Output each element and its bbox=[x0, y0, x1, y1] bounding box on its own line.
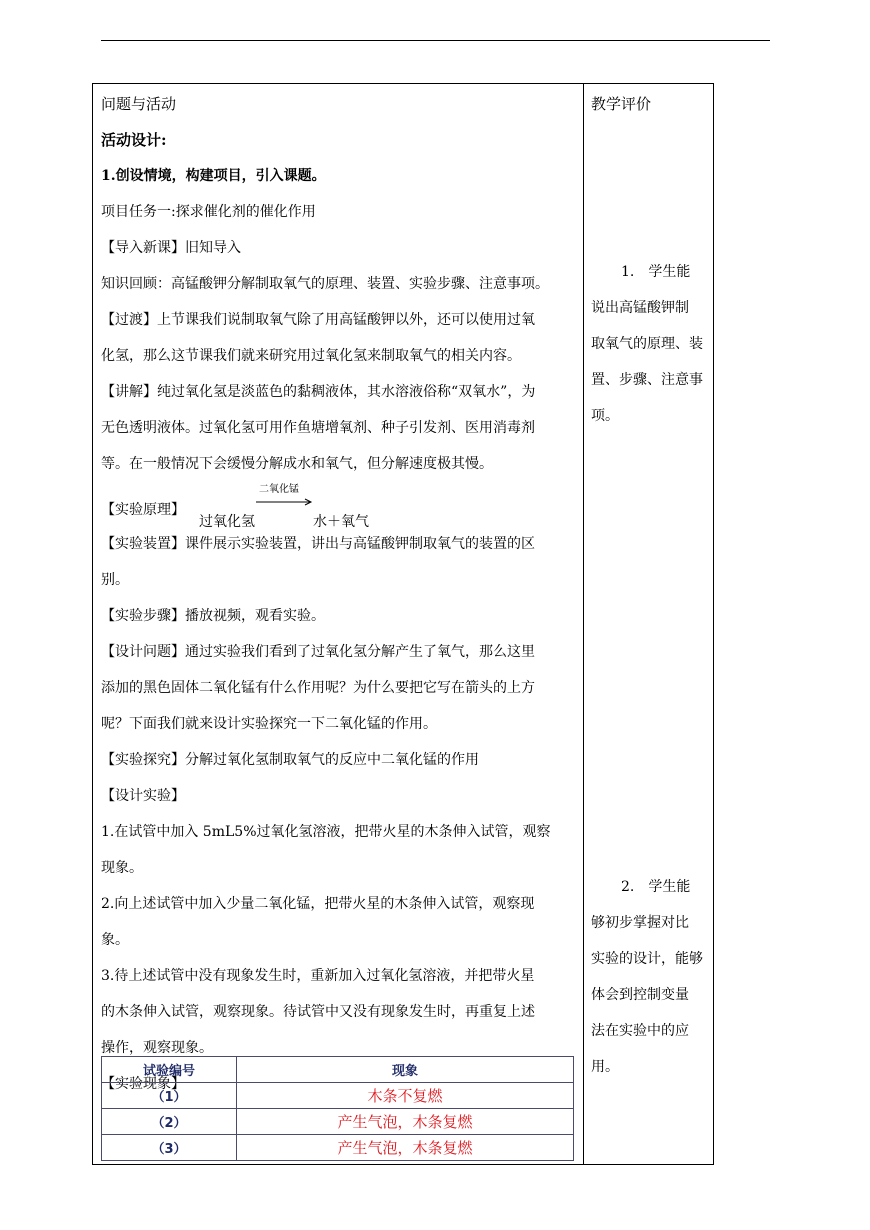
activity-heading: 问题与活动 bbox=[101, 95, 177, 113]
text-line: 项目任务一:探求催化剂的催化作用 bbox=[101, 204, 316, 220]
trial-observation: 产生气泡，木条复燃 bbox=[237, 1135, 574, 1161]
results-header-obs: 现象 bbox=[237, 1057, 574, 1083]
eval-line: 取氧气的原理、装 bbox=[591, 336, 703, 352]
eval-line: 置、步骤、注意事 bbox=[591, 372, 703, 388]
eval-line: 项。 bbox=[591, 408, 619, 424]
text-line: 【实验探究】分解过氧化氢制取氧气的反应中二氧化锰的作用 bbox=[101, 752, 479, 768]
equation-reactant: 过氧化氢 bbox=[199, 514, 255, 530]
text-line: 1.在试管中加入 5mL5%过氧化氢溶液，把带火星的木条伸入试管，观察 bbox=[101, 824, 551, 840]
text-line: 【设计实验】 bbox=[101, 788, 185, 804]
reaction-arrow-icon bbox=[254, 494, 316, 510]
text-line: 【实验装置】课件展示实验装置，讲出与高锰酸钾制取氧气的装置的区 bbox=[101, 536, 535, 552]
principle-row bbox=[101, 482, 576, 530]
results-header-id: 试验编号 bbox=[102, 1057, 237, 1083]
text-line: 【导入新课】旧知导入 bbox=[101, 240, 241, 256]
evaluation-1 bbox=[591, 254, 711, 434]
text-line: 的木条伸入试管，观察现象。待试管中又没有现象发生时，再重复上述 bbox=[101, 1004, 535, 1020]
table-row bbox=[102, 1135, 574, 1161]
text-line: 等。在一般情况下会缓慢分解成水和氧气，但分解速度极其慢。 bbox=[101, 456, 493, 472]
text-line: 2.向上述试管中加入少量二氧化锰，把带火星的木条伸入试管，观察现 bbox=[101, 896, 535, 912]
equation-catalyst: 二氧化锰 bbox=[259, 484, 299, 495]
text-line: 1.创设情境，构建项目，引入课题。 bbox=[101, 168, 326, 184]
text-line: 象。 bbox=[101, 932, 129, 948]
text-line: 知识回顾：高锰酸钾分解制取氧气的原理、装置、实验步骤、注意事项。 bbox=[101, 276, 549, 292]
text-line: 【实验现象】 bbox=[101, 1076, 185, 1092]
eval-line: 说出高锰酸钾制 bbox=[591, 300, 689, 316]
header-rule bbox=[101, 40, 770, 41]
text-line: 【过渡】上节课我们说制取氧气除了用高锰酸钾以外，还可以使用过氧 bbox=[101, 312, 535, 328]
table-row bbox=[102, 1109, 574, 1135]
text-line: 操作，观察现象。 bbox=[101, 1040, 213, 1056]
trial-id: （3） bbox=[102, 1135, 237, 1161]
equation-products: 水＋氧气 bbox=[313, 514, 369, 530]
trial-id: （1） bbox=[102, 1083, 237, 1109]
eval-line: 2. 学生能 bbox=[621, 879, 691, 895]
evaluation-heading: 教学评价 bbox=[591, 95, 652, 113]
text-line: 【实验步骤】播放视频，观看实验。 bbox=[101, 608, 325, 624]
text-line: 3.待上述试管中没有现象发生时，重新加入过氧化氢溶液，并把带火星 bbox=[101, 968, 535, 984]
eval-line: 用。 bbox=[591, 1059, 619, 1075]
column-divider bbox=[583, 83, 584, 1165]
eval-line: 法在实验中的应 bbox=[591, 1023, 689, 1039]
trial-observation: 产生气泡，木条复燃 bbox=[237, 1109, 574, 1135]
text-line: 别。 bbox=[101, 572, 129, 588]
trial-observation: 木条不复燃 bbox=[237, 1083, 574, 1109]
table-row bbox=[102, 1083, 574, 1109]
trial-id: （2） bbox=[102, 1109, 237, 1135]
evaluation-2 bbox=[591, 869, 711, 1085]
eval-line: 实验的设计，能够 bbox=[591, 951, 703, 967]
principle-label: 【实验原理】 bbox=[101, 502, 185, 518]
eval-line: 体会到控制变量 bbox=[591, 987, 689, 1003]
text-line: 【设计问题】通过实验我们看到了过氧化氢分解产生了氧气，那么这里 bbox=[101, 644, 535, 660]
text-line: 无色透明液体。过氧化氢可用作鱼塘增氧剂、种子引发剂、医用消毒剂 bbox=[101, 420, 535, 436]
text-line: 化氢，那么这节课我们就来研究用过氧化氢来制取氧气的相关内容。 bbox=[101, 348, 521, 364]
results-header-row bbox=[102, 1057, 574, 1083]
activity-design-label: 活动设计: bbox=[101, 131, 167, 149]
activity-column bbox=[101, 86, 576, 1102]
text-line: 添加的黑色固体二氧化锰有什么作用呢？为什么要把它写在箭头的上方 bbox=[101, 680, 535, 696]
eval-line: 1. 学生能 bbox=[621, 264, 691, 280]
text-line: 【讲解】纯过氧化氢是淡蓝色的黏稠液体，其水溶液俗称“双氧水”，为 bbox=[101, 384, 536, 400]
results-table bbox=[101, 1056, 574, 1161]
text-line: 现象。 bbox=[101, 860, 143, 876]
text-line: 呢？下面我们就来设计实验探究一下二氧化锰的作用。 bbox=[101, 716, 437, 732]
eval-line: 够初步掌握对比 bbox=[591, 915, 689, 931]
